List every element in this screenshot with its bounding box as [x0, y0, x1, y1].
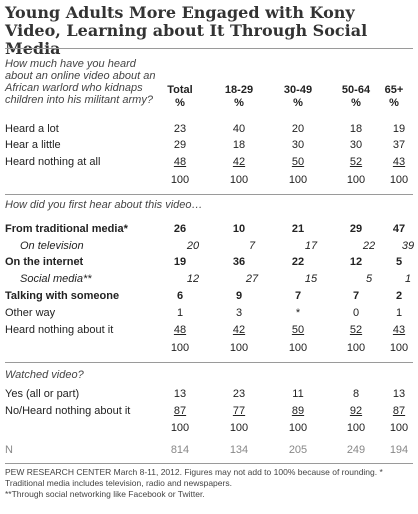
- column-header-50-64: 50-64 %: [341, 84, 371, 109]
- bottom-rule: [5, 463, 413, 464]
- source-note: [5, 467, 415, 500]
- table-row: Heard nothing about it 48 42 50 52 43: [5, 324, 406, 336]
- source-line: PEW RESEARCH CENTER March 8-11, 2012. Figures may not add to 100% because of rounding. * Traditional media includes television, radio and newspapers.: [5, 467, 383, 488]
- table-row-total: 100 100 100 100 100: [170, 174, 409, 186]
- section-divider: [5, 362, 413, 363]
- column-header-18-29: 18-29 %: [224, 84, 254, 109]
- table-row-sub: Social media** 12 27 15 5 1: [20, 273, 412, 285]
- table-row-total: 100 100 100 100 100: [170, 422, 409, 434]
- table-row-sub: On television 20 7 17 22 39: [20, 240, 415, 252]
- figure-title: Young Adults More Engaged with Kony Video, Learning about It Through Social Media: [5, 3, 368, 58]
- table-row: Heard nothing at all 48 42 50 52 43: [5, 156, 406, 168]
- question-watched: Watched video?: [5, 369, 84, 381]
- question-first-hear: How did you first hear about this video…: [5, 199, 203, 211]
- table-row: From traditional media* 26 10 21 29 47: [5, 223, 406, 235]
- table-row: Heard a lot 23 40 20 18 19: [5, 123, 406, 135]
- table-row: Hear a little 29 18 30 30 37: [5, 139, 406, 151]
- table-row: No/Heard nothing about it 87 77 89 92 87: [5, 405, 406, 417]
- table-row: On the internet 19 36 22 12 5: [5, 256, 403, 268]
- section-divider: [5, 194, 413, 195]
- table-row-total: 100 100 100 100 100: [170, 342, 409, 354]
- question-heard: How much have you heard about an online video about an African warlord who kidnaps children into his militant army?: [5, 58, 156, 106]
- column-header-total: Total %: [167, 84, 193, 109]
- footnote-line: **Through social networking like Facebook or Twitter.: [5, 489, 205, 499]
- sample-size-row: N 814 134 205 249 194: [5, 444, 409, 456]
- top-rule: [5, 48, 413, 49]
- column-header-30-49: 30-49 %: [283, 84, 313, 109]
- table-row: Talking with someone 6 9 7 7 2: [5, 290, 403, 302]
- column-header-65plus: 65+ %: [384, 84, 404, 109]
- table-row: Yes (all or part) 13 23 11 8 13: [5, 388, 406, 400]
- table-row: Other way 1 3 * 0 1: [5, 307, 403, 319]
